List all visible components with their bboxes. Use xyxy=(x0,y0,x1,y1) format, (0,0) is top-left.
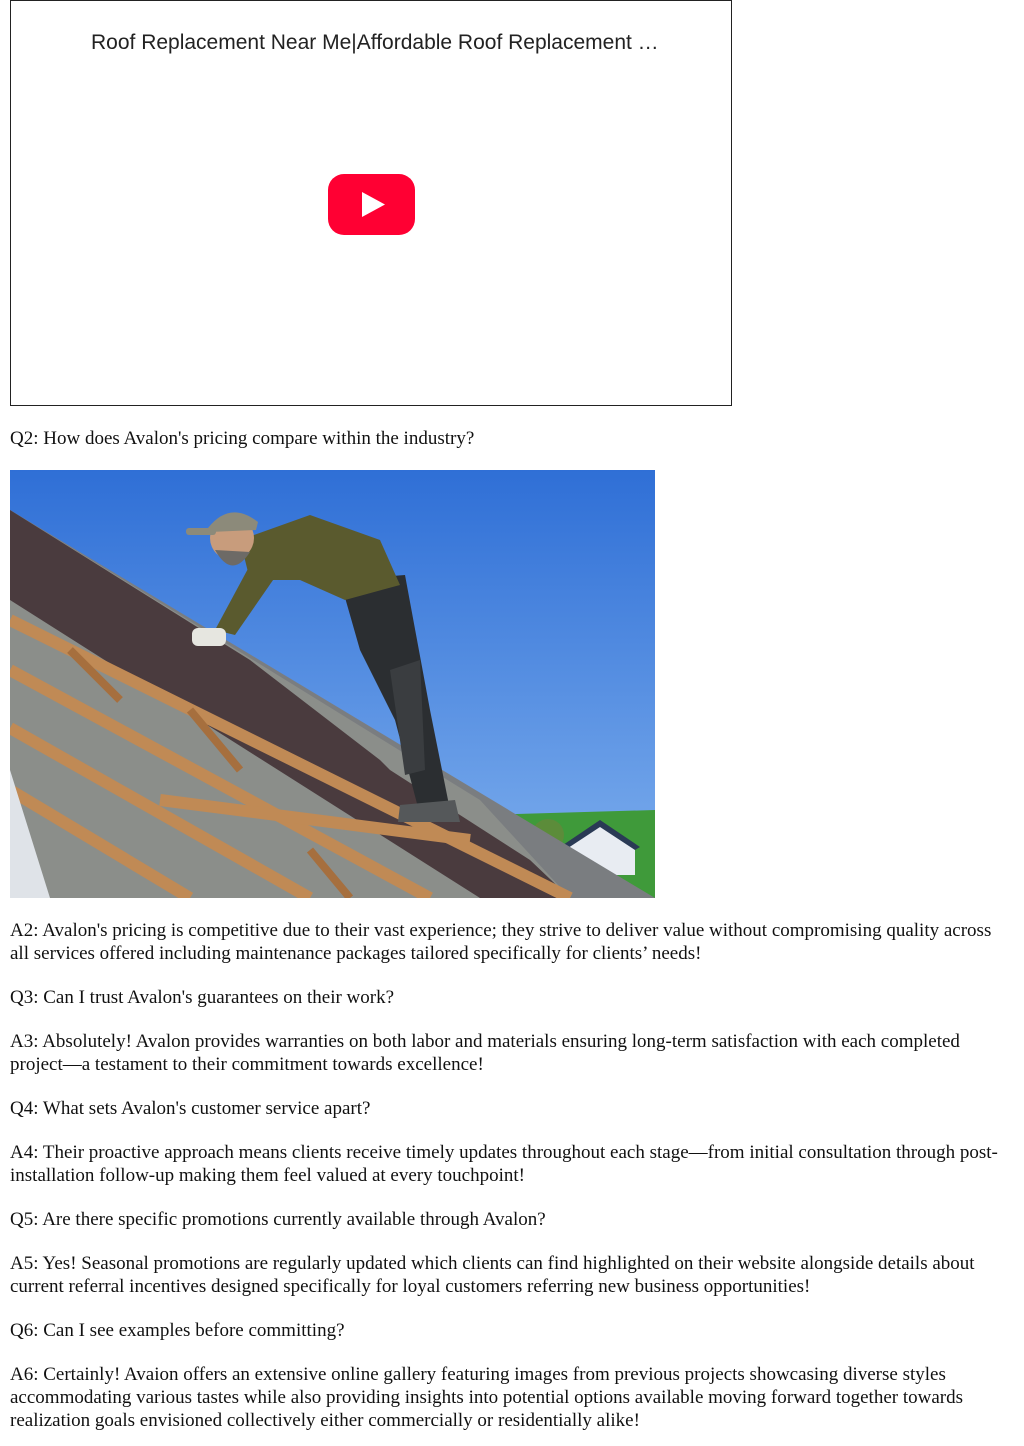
faq-answer-5: A5: Yes! Seasonal promotions are regularly updated which clients can find highlighted on their website alongside details about current referral incentives designed specifically for loyal customers referring new business opportunities! xyxy=(10,1253,975,1297)
youtube-play-icon xyxy=(328,174,415,235)
faq-question-3: Q3: Can I trust Avalon's guarantees on their work? xyxy=(10,987,395,1008)
faq-question-4: Q4: What sets Avalon's customer service apart? xyxy=(10,1098,371,1119)
faq-answer-6: A6: Certainly! Avaion offers an extensive online gallery featuring images from previous projects showcasing diverse styles accommodating various tastes while also providing insights into potential options available moving forward together towards realization goals envisioned collectively either commercially or residentially alike! xyxy=(10,1364,963,1431)
roofer-photo xyxy=(10,470,655,898)
youtube-play-button[interactable] xyxy=(328,174,415,235)
faq-answer-2: A2: Avalon's pricing is competitive due to their vast experience; they strive to deliver value without compromising quality across all services offered including maintenance packages tailored specifically for clients’ needs! xyxy=(10,920,992,964)
faq-answer-3: A3: Absolutely! Avalon provides warranties on both labor and materials ensuring long-term satisfaction with each completed project—a testament to their commitment towards excellence! xyxy=(10,1031,960,1075)
faq-question-6: Q6: Can I see examples before committing? xyxy=(10,1320,345,1341)
video-title[interactable]: Roof Replacement Near Me|Affordable Roof Replacement … xyxy=(91,31,659,54)
faq-answer-4: A4: Their proactive approach means clients receive timely updates throughout each stage—from initial consultation through post-installation follow-up making them feel valued at every touchpoint! xyxy=(10,1142,998,1186)
video-embed[interactable] xyxy=(10,0,732,406)
faq-question-5: Q5: Are there specific promotions currently available through Avalon? xyxy=(10,1209,546,1230)
faq-question-2: Q2: How does Avalon's pricing compare within the industry? xyxy=(10,428,475,449)
